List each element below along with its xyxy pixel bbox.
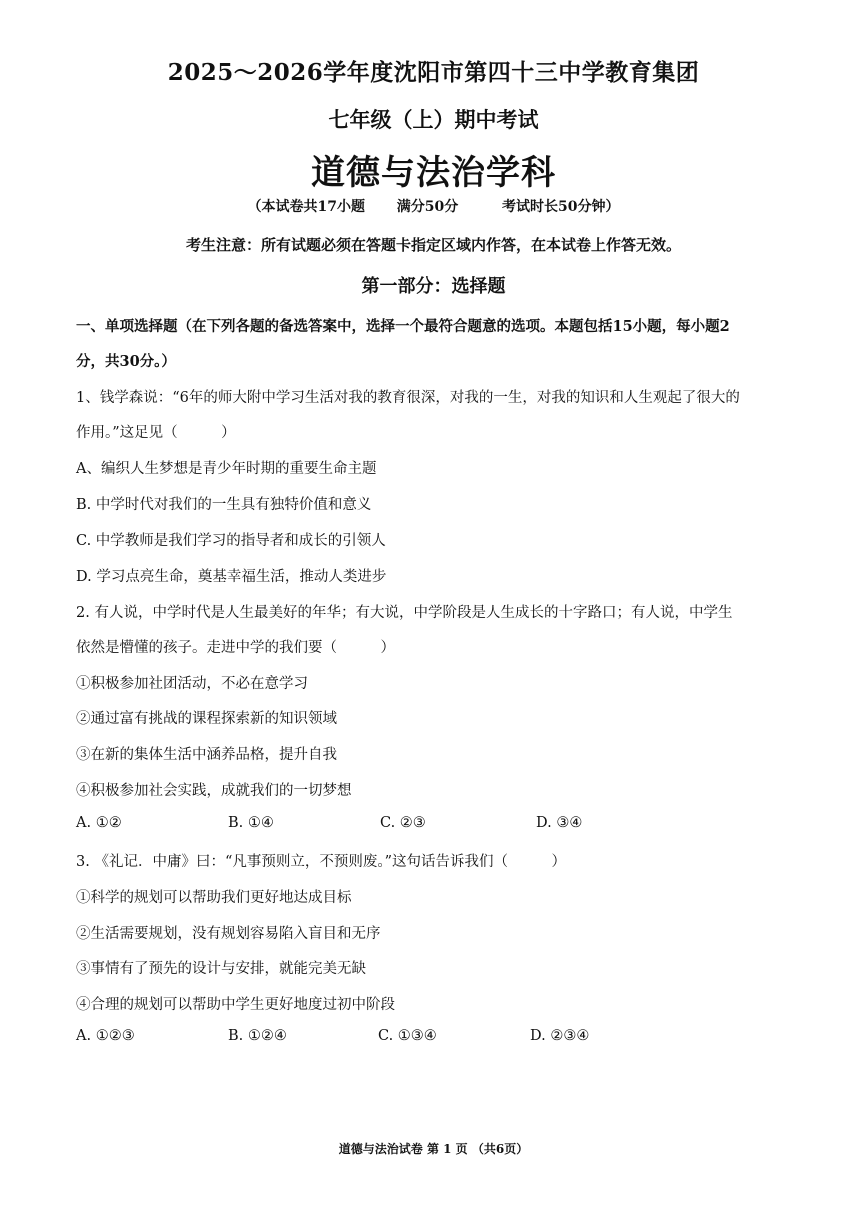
q3-option-b: B. ①②④	[228, 1028, 287, 1044]
q1-stem-line2: 作用。”这足见（ ）	[76, 425, 236, 441]
q3-option-c: C. ①③④	[378, 1028, 437, 1044]
q2-statement-1: ①积极参加社团活动，不必在意学习	[76, 676, 308, 692]
q2-option-a: A. ①②	[76, 815, 122, 831]
q3-statement-3: ③事情有了预先的设计与安排，就能完美无缺	[76, 961, 366, 977]
q1-option-d: D. 学习点亮生命，奠基幸福生活，推动人类进步	[76, 569, 387, 585]
q3-stem: 3. 《礼记．中庸》曰：“凡事预则立，不预则废。”这句话告诉我们（ ）	[76, 854, 567, 870]
q2-statement-2: ②通过富有挑战的课程探索新的知识领域	[76, 711, 337, 727]
q2-option-b: B. ①④	[228, 815, 274, 831]
q3-option-d: D. ②③④	[530, 1028, 590, 1044]
q2-stem-line2: 依然是懵懂的孩子。走进中学的我们要（ ）	[76, 640, 395, 656]
q1-option-c: C. 中学教师是我们学习的指导者和成长的引领人	[76, 533, 386, 549]
section-instruction-line1: 一、单项选择题（在下列各题的备选答案中，选择一个最符合题意的选项。本题包括15小题，每小题2	[76, 318, 730, 335]
info-questions: （本试卷共17小题	[247, 199, 365, 215]
q3-statement-4: ④合理的规划可以帮助中学生更好地度过初中阶段	[76, 997, 395, 1013]
exam-title-school: 2025～2026学年度沈阳市第四十三中学教育集团	[167, 59, 700, 86]
q2-statement-3: ③在新的集体生活中涵养品格，提升自我	[76, 747, 337, 763]
q2-stem-line1: 2. 有人说，中学时代是人生最美好的年华；有大说，中学阶段是人生成长的十字路口；有人说，中学生	[76, 605, 733, 621]
section-instruction-line2: 分，共30分。）	[76, 353, 176, 370]
q3-statement-2: ②生活需要规划，没有规划容易陷入盲目和无序	[76, 926, 381, 942]
q1-option-a: A、编织人生梦想是青少年时期的重要生命主题	[76, 461, 377, 477]
q2-statement-4: ④积极参加社会实践，成就我们的一切梦想	[76, 783, 352, 799]
part-title: 第一部分：选择题	[361, 276, 506, 297]
q1-stem-line1: 1、钱学森说：“6年的师大附中学习生活对我的教育很深，对我的一生，对我的知识和人生观起了很大的	[76, 390, 740, 406]
q2-option-d: D. ③④	[536, 815, 583, 831]
exam-title-subject: 道德与法治学科	[311, 153, 556, 193]
q3-option-a: A. ①②③	[76, 1028, 135, 1044]
info-time: 考试时长50分钟）	[501, 199, 620, 215]
exam-notice: 考生注意：所有试题必须在答题卡指定区域内作答，在本试卷上作答无效。	[185, 236, 681, 254]
q1-option-b: B. 中学时代对我们的一生具有独特价值和意义	[76, 497, 372, 513]
exam-title-grade: 七年级（上）期中考试	[328, 107, 539, 132]
info-score: 满分50分	[396, 199, 459, 215]
q3-statement-1: ①科学的规划可以帮助我们更好地达成目标	[76, 890, 352, 906]
q2-option-c: C. ②③	[380, 815, 426, 831]
page-footer: 道德与法治试卷 第 1 页 （共6页）	[338, 1142, 529, 1156]
exam-info	[0, 196, 867, 216]
